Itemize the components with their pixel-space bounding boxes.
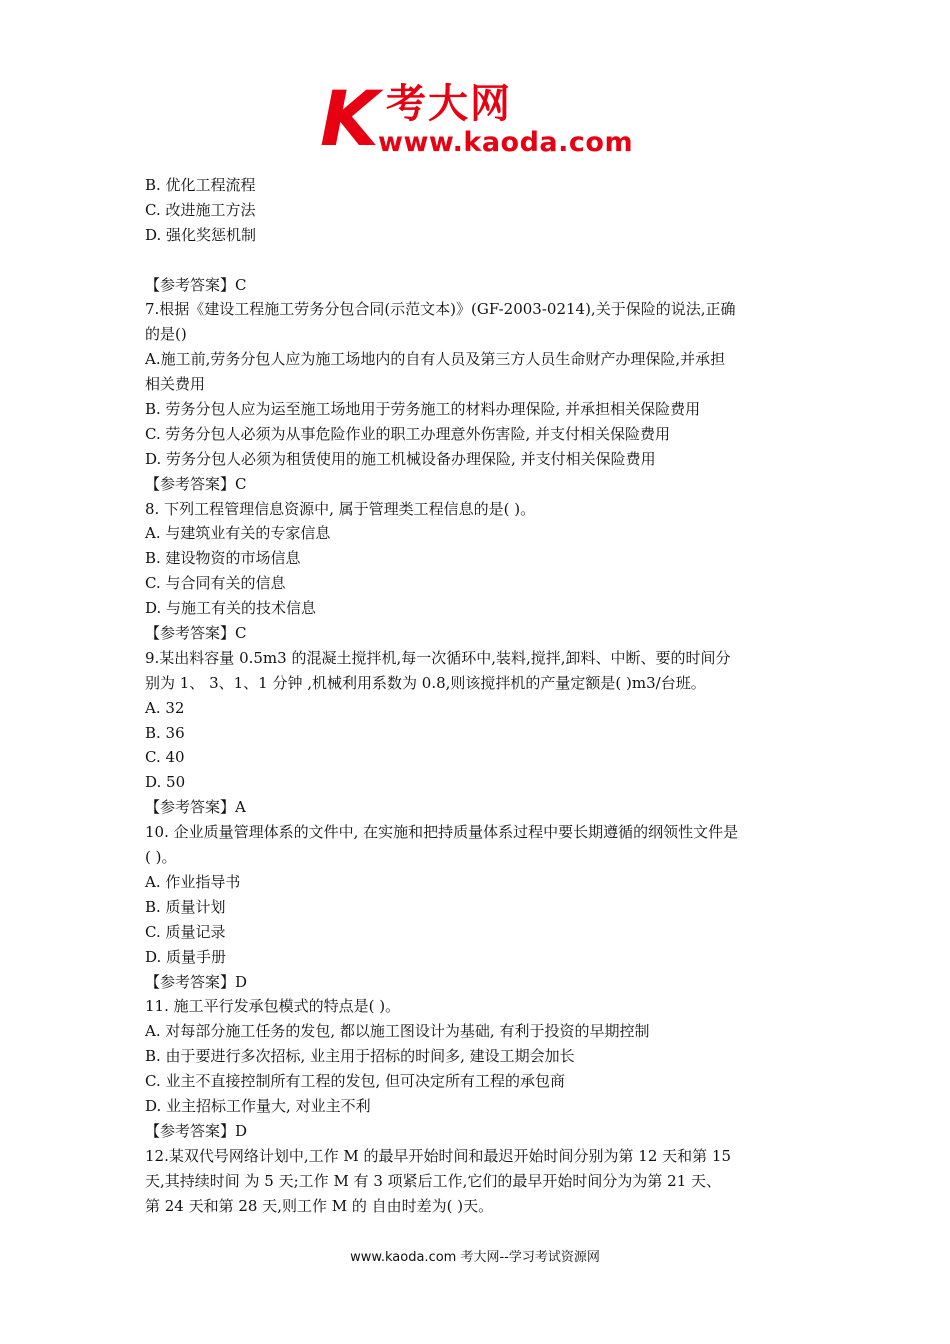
- text-line: 12.某双代号网络计划中,工作 M 的最早开始时间和最迟开始时间分别为第 12 天和第 15: [145, 1146, 731, 1165]
- text-line: 【参考答案】C: [145, 275, 247, 294]
- text-line: D. 50: [145, 773, 186, 792]
- text-line: D. 业主招标工作量大, 对业主不利: [145, 1096, 371, 1115]
- text-line: 【参考答案】C: [145, 624, 247, 643]
- text-line: ( )。: [145, 848, 177, 867]
- text-line: C. 40: [145, 748, 185, 767]
- text-line: D. 强化奖惩机制: [145, 225, 257, 244]
- text-line: A. 与建筑业有关的专家信息: [145, 524, 331, 543]
- text-line: 【参考答案】D: [145, 972, 248, 991]
- text-line: 【参考答案】C: [145, 474, 247, 493]
- text-line: A. 对每部分施工任务的发包, 都以施工图设计为基础, 有利于投资的早期控制: [145, 1022, 650, 1041]
- logo-k-mark: K: [320, 74, 379, 163]
- text-line: 8. 下列工程管理信息资源中, 属于管理类工程信息的是( )。: [145, 499, 536, 518]
- text-line: 10. 企业质量管理体系的文件中, 在实施和把持质量体系过程中要长期遵循的纲领性文件是: [145, 823, 739, 842]
- text-line: A.施工前,劳务分包人应为施工场地内的自有人员及第三方人员生命财产办理保险,并承担: [145, 350, 726, 369]
- text-line: 的是(): [145, 325, 187, 344]
- text-line: 9.某出料容量 0.5m3 的混凝土搅拌机,每一次循环中,装料,搅拌,卸料、中断、要的时间分: [145, 648, 731, 667]
- text-line: [145, 248, 815, 273]
- text-line: D. 质量手册: [145, 947, 227, 966]
- kaoda-logo: [320, 74, 640, 163]
- logo-brand-text: 考大网: [386, 81, 512, 127]
- text-line: 第 24 天和第 28 天,则工作 M 的 自由时差为( )天。: [145, 1196, 494, 1215]
- text-line: 【参考答案】D: [145, 1121, 248, 1140]
- page-footer: www.kaoda.com 考大网--学习考试资源网: [350, 1250, 600, 1265]
- text-line: C. 业主不直接控制所有工程的发包, 但可决定所有工程的承包商: [145, 1072, 566, 1091]
- text-line: 7.根据《建设工程施工劳务分包合同(示范文本)》(GF-2003-0214),关于保险的说法,正确: [145, 300, 736, 319]
- question-content: [145, 173, 815, 1218]
- text-line: B. 优化工程流程: [145, 176, 256, 194]
- text-line: 【参考答案】A: [145, 798, 246, 817]
- text-line: C. 质量记录: [145, 922, 226, 941]
- text-line: C. 改进施工方法: [145, 200, 256, 219]
- text-line: 别为 1、 3、1、1 分钟 ,机械利用系数为 0.8,则该搅拌机的产量定额是( )m3/台班。: [145, 673, 706, 692]
- text-line: D. 与施工有关的技术信息: [145, 599, 317, 618]
- text-line: D. 劳务分包人必须为租赁使用的施工机械设备办理保险, 并支付相关保险费用: [145, 449, 656, 468]
- text-line: B. 建设物资的市场信息: [145, 549, 301, 568]
- text-line: B. 由于要进行多次招标, 业主用于招标的时间多, 建设工期会加长: [145, 1047, 575, 1066]
- text-line: A. 32: [145, 698, 185, 717]
- text-line: 天,其持续时间 为 5 天;工作 M 有 3 项紧后工作,它们的最早开始时间分为为第 21 天、: [145, 1171, 722, 1190]
- text-line: B. 36: [145, 723, 185, 742]
- text-line: C. 劳务分包人必须为从事危险作业的职工办理意外伤害险, 并支付相关保险费用: [145, 424, 671, 443]
- text-line: 相关费用: [145, 375, 206, 394]
- text-line: B. 劳务分包人应为运至施工场地用于劳务施工的材料办理保险, 并承担相关保险费用: [145, 400, 701, 419]
- text-line: C. 与合同有关的信息: [145, 574, 286, 593]
- text-line: 11. 施工平行发承包模式的特点是( )。: [145, 997, 401, 1016]
- logo-url-text: www.kaoda.com: [378, 127, 634, 158]
- text-line: A. 作业指导书: [145, 872, 241, 891]
- text-line: B. 质量计划: [145, 897, 226, 916]
